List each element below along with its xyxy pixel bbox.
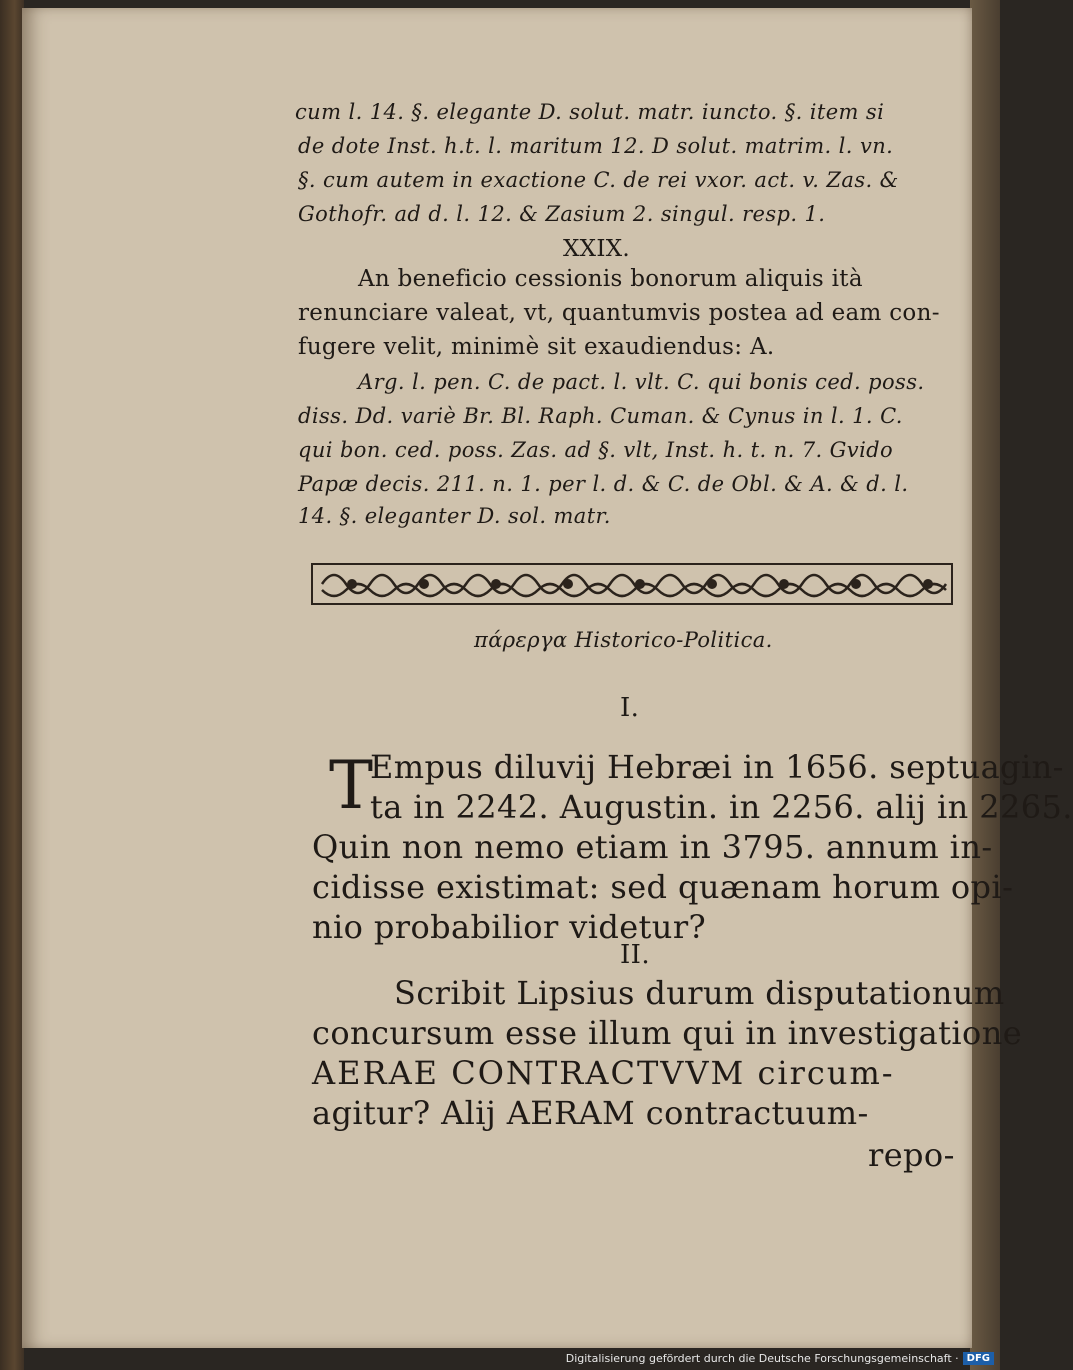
para-ii-line-4: agitur? Alij AERAM contractuum- [312,1094,869,1132]
para-i-line-4: cidisse existimat: sed quænam horum opi- [312,868,1014,906]
refs-xxix-line-5: 14. §. eleganter D. sol. matr. [298,504,611,528]
para-i-line-2: ta in 2242. Augustin. in 2256. alij in 2265. [370,788,1073,826]
heading-ii: II. [620,940,651,970]
section-title: πάρεργα Historico-Politica. [474,628,773,652]
citation-line-4: Gothofr. ad d. l. 12. & Zasium 2. singul. resp. 1. [298,202,826,226]
heading-i: I. [620,693,640,723]
citation-line-1: cum l. 14. §. elegante D. solut. matr. iuncto. §. item si [295,100,885,124]
refs-xxix-line-1: Arg. l. pen. C. de pact. l. vlt. C. qui bonis ced. poss. [358,370,925,394]
book-page [22,8,1073,1348]
book-spine [0,0,24,1370]
catchword: repo- [868,1136,955,1174]
para-ii-line-2: concursum esse illum qui in investigatione [312,1014,1023,1052]
para-xxix-line-2: renunciare valeat, vt, quantumvis postea ad eam con- [298,300,940,326]
drop-cap: T [329,747,374,824]
para-xxix-line-1: An beneficio cessionis bonorum aliquis ità [358,266,863,292]
footer-text: Digitalisierung gefördert durch die Deutsche Forschungsgemeinschaft · [565,1351,959,1365]
ornament-band [312,560,952,608]
heading-xxix: XXIX. [563,236,631,262]
para-xxix-line-3: fugere velit, minimè sit exaudiendus: A. [298,334,775,360]
para-i-line-1: Empus diluvij Hebræi in 1656. septuagin- [370,748,1064,786]
refs-xxix-line-4: Papæ decis. 211. n. 1. per l. d. & C. de Obl. & A. & d. l. [298,472,909,496]
page-edges [970,0,1000,1370]
footer-attribution [566,1348,994,1368]
para-ii-line-1: Scribit Lipsius durum disputationum [394,974,1005,1012]
para-ii-line-3: AERAE CONTRACTVVM circum- [312,1054,895,1092]
para-i-line-5: nio probabilior videtur? [312,908,707,946]
para-i-line-3: Quin non nemo etiam in 3795. annum in- [312,828,993,866]
citation-line-3: §. cum autem in exactione C. de rei vxor. act. v. Zas. & [298,168,899,192]
dfg-logo: DFG [963,1352,994,1365]
refs-xxix-line-3: qui bon. ced. poss. Zas. ad §. vlt, Inst. h. t. n. 7. Gvido [298,438,894,462]
citation-line-2: de dote Inst. h.t. l. maritum 12. D solut. matrim. l. vn. [298,134,894,158]
refs-xxix-line-2: diss. Dd. variè Br. Bl. Raph. Cuman. & Cynus in l. 1. C. [298,404,903,428]
